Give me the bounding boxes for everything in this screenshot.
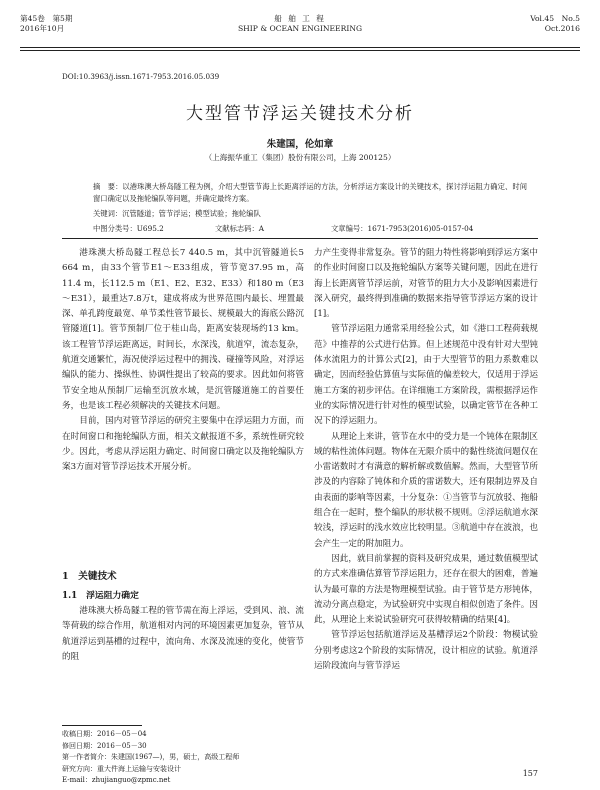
revised-date: 修回日期：2016－05－30 <box>62 741 147 750</box>
header-right <box>530 14 580 34</box>
clc-number: 中图分类号：U695.2 <box>93 224 164 233</box>
document-code: 文献标志码：A <box>215 224 265 233</box>
right-paragraph-5: 管节浮运包括航道浮运及基槽浮运2个阶段：物模试验分别考虑这2个阶段的实际情况，设计相应的试验。航道浮运阶段流向与管节浮运 <box>314 630 538 672</box>
journal-cn: 船 舶 工 程 <box>274 14 326 23</box>
journal-en: SHIP & OCEAN ENGINEERING <box>237 24 363 33</box>
abstract-rule <box>62 238 538 239</box>
research-direction: 研究方向：重大件海上运输与安装设计 <box>62 764 181 773</box>
article-number: 文章编号：1671-7953(2016)05-0157-04 <box>331 224 474 233</box>
right-paragraph-3: 从理论上来讲，管节在水中的受力是一个钝体在限制区域的粘性流体问题。物体在无限介质中的黏性绕流问题仅在小雷诺数时才有满意的解析解或数值解。然而，大型管节所涉及的内容除了钝体和介质的雷诺数大，还有限制边界及自由表面的影响等因素，十分复杂：①当管节与沉放驳、拖船组合在一起时，整个编队的形状极不规则。②浮运航道水深较浅，浮运时的浅水效应比较明显。③航道中存在波浪，也会产生一定的附加阻力。 <box>314 431 538 549</box>
volume-en: Vol.45 No.5 <box>530 14 580 23</box>
section-heading-1: 1 关键技术 <box>62 571 117 582</box>
author-email: E-mail：zhujianguo@zpmc.net <box>62 776 171 785</box>
paper-title: 大型管节浮运关键技术分析 <box>186 104 414 124</box>
header-rule-thin <box>20 50 580 51</box>
page-number: 157 <box>522 769 538 778</box>
doi: DOI:10.3963/j.issn.1671-7953.2016.05.039 <box>62 72 220 81</box>
volume-cn: 第45卷 第5期 <box>20 14 73 23</box>
right-paragraph-4: 因此，就目前掌握的资料及研究成果，通过数值模型试的方式来准确估算管节浮运阻力，还存在很大的困难，普遍认为最可靠的方法是物理模型试验。由于管节是方形钝体，流动分离点稳定，为试验研究中实现自相似创造了条件。因此，从理论上来说试验研究可获得较精确的结果[4]。 <box>314 553 538 626</box>
date-en: Oct.2016 <box>544 24 580 33</box>
footnote-rule <box>62 725 142 726</box>
first-author-bio: 第一作者简介：朱建国(1967—)，男，硕士，高级工程师 <box>62 753 240 762</box>
intro-paragraph-1: 港珠澳大桥岛隧工程总长7 440.5 m，其中沉管隧道长5 664 m，由33个管节E1～E33组成，管节宽37.95 m，高11.4 m，长112.5 m（E1、E2、E32、E33）和180 m（E3～E31），最重达7.8万t，建成将成为世界范围内最长、埋置最深、单孔跨度最宽、单节柔性管节最长、规模最大的海底公路沉管隧道[1]。管节预制厂位于桂山岛，距离安装现场约13 km。该工程管节浮运距离远，时间长，水深浅，航道窄，流态复杂，航道交通繁忙，海况使浮运过程中的拥浅、碰撞等风险，对浮运编队的能力、操纵性、协调性提出了较高的要求。因此如何将管节安全地从预制厂运输至沉放水域，是沉管隧道施工的首要任务，也是该工程必须解决的关键技术问题。 <box>62 248 304 411</box>
section-heading-1-1: 1.1 浮运阻力确定 <box>62 591 139 601</box>
intro-paragraph-2: 目前，国内对管节浮运的研究主要集中在浮运阻力方面，而在时间窗口和拖轮编队方面，相关文献报道不多，系统性研究较少。因此，考虑从浮运阻力确定、时间窗口确定以及拖轮编队方案3方面对管节浮运技术开展分析。 <box>62 416 304 473</box>
footnote <box>62 729 302 787</box>
affiliation: （上海振华重工（集团）股份有限公司，上海 200125） <box>204 153 396 162</box>
section-1-1-text <box>62 604 304 665</box>
header-center <box>20 14 580 34</box>
authors: 朱建国，伦如章 <box>266 139 334 150</box>
right-paragraph-2: 管节浮运阻力通常采用经验公式，如《港口工程荷载规范》中推荐的公式进行估算。但上述规范中没有针对大型钝体水流阻力的计算公式[2]，由于大型管节的阻力系数难以确定，因而经验估算值与实际值的偏差较大，仅适用于浮运施工方案的初步评估。在详细施工方案阶段，需根据浮运作业的实际情况进行针对性的模型试验，以确定管节在各种工况下的浮运阻力。 <box>314 324 538 427</box>
header-rule <box>20 47 580 48</box>
right-column <box>314 246 538 674</box>
date-cn: 2016年10月 <box>20 24 65 33</box>
section-1-1-paragraph: 港珠澳大桥岛隧工程的管节需在海上浮运，受到风、浪、流等荷载的综合作用，航道相对内河的环境因素更加复杂，管节从航道浮运到基槽的过程中，流向角、水深及流速的变化，使管节的阻 <box>62 606 304 662</box>
received-date: 收稿日期：2016－05－04 <box>62 730 147 738</box>
abstract: 摘 要：以港珠澳大桥岛隧工程为例，介绍大型管节海上长距离浮运的方法，分析浮运方案设计的关键技术，探讨浮运阻力确定、时间窗口确定以及拖轮编队等问题，并确定最终方案。 <box>93 182 527 203</box>
left-column <box>62 246 304 475</box>
keywords: 关键词：沉管隧道；管节浮运；模型试验；拖轮编队 <box>93 209 261 218</box>
right-paragraph-1: 力产生变得非常复杂。管节的阻力特性将影响到浮运方案中的作业时间窗口以及拖轮编队方案等关键问题，因此在进行海上长距离管节浮运前，对管节的阻力大小及影响因素进行深入研究，最终得到准确的数据来指导管节浮运方案的设计[1]。 <box>314 248 538 320</box>
running-header <box>20 14 580 44</box>
